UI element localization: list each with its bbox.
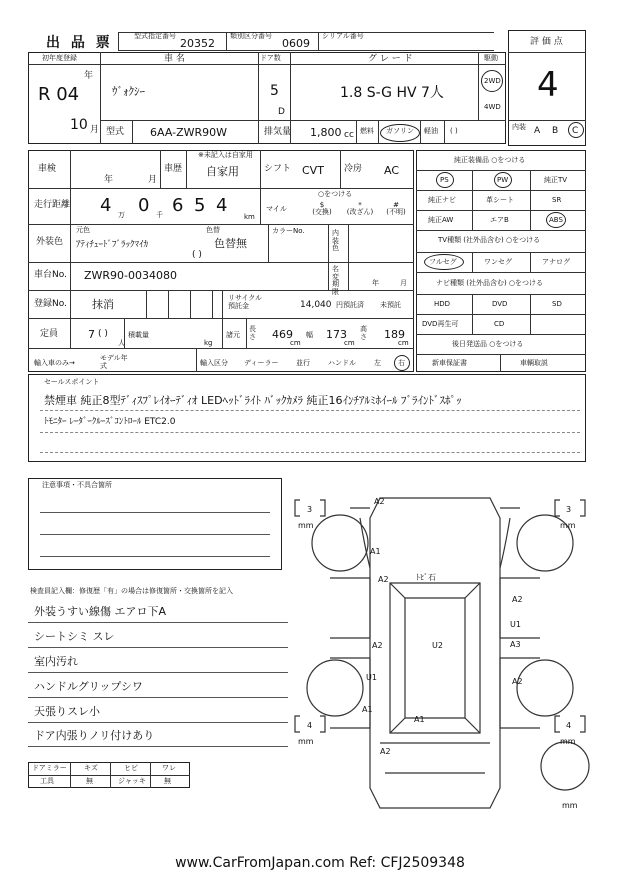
mark-windshield-chip: ﾄﾋﾞ石	[416, 573, 436, 582]
tire-rr-depth: 4	[566, 721, 572, 730]
capacity-unit: 人	[118, 339, 125, 347]
doors-label: ドア数	[260, 54, 281, 62]
evaluation-label: 評 価 点	[530, 37, 563, 47]
width-unit: cm	[344, 339, 355, 347]
equip-navi: 純正ナビ	[428, 196, 456, 204]
tv-fullseg: フルセグ	[429, 258, 457, 266]
use-label: 車歴	[164, 164, 183, 174]
category-value: 0609	[282, 37, 310, 50]
drive-4wd: 4WD	[484, 103, 501, 111]
displacement-label: 排気量	[264, 127, 292, 137]
shaken-year-unit: 年	[104, 175, 114, 185]
handle-right: 右	[398, 359, 405, 367]
mark-right-rear-a2: A2	[512, 677, 523, 686]
capacity-label: 定員	[40, 329, 59, 339]
displacement-unit: cc	[344, 130, 354, 140]
mark-left-door: A2	[372, 641, 383, 650]
color-change-label: 色替	[206, 226, 220, 234]
recycle-unpaid: 未預託	[380, 301, 401, 309]
import-dealer: ディーラー	[244, 359, 279, 367]
table-tools-value: 無	[86, 777, 93, 785]
mileage-man-unit: 万	[118, 211, 125, 219]
equip-sr: SR	[552, 196, 562, 204]
type-value: 6AA-ZWR90W	[150, 126, 228, 139]
navi-cd: CD	[494, 320, 505, 328]
use-value: 自家用	[206, 165, 239, 178]
capacity-paren: ( )	[98, 329, 108, 339]
mark-right-door-u1: U1	[510, 620, 521, 629]
load-unit: kg	[204, 339, 213, 347]
mile-unknown: # (不明)	[386, 201, 406, 216]
length-label: 長さ	[249, 325, 256, 341]
cooler-label: 冷房	[344, 164, 363, 174]
grade-value: 1.8 S-G HV 7人	[340, 85, 444, 101]
tire-fl-unit: mm	[298, 521, 314, 530]
type-label: 型式	[106, 127, 125, 137]
navi-hdd: HDD	[434, 300, 451, 308]
inspection-note-6: ドア内張りノリ付けあり	[34, 729, 155, 742]
interior-grade-c: C	[572, 126, 579, 136]
tire-fl-depth: 3	[307, 505, 313, 514]
shaken-month-unit: 月	[148, 175, 158, 185]
mileage-digit-5: 4	[216, 195, 228, 216]
interior-label: 内装	[512, 123, 526, 131]
mile-circle-note: ○をつける	[318, 190, 353, 198]
recycle-status: 円預託済	[336, 301, 364, 309]
damage-diagram	[290, 488, 590, 818]
tv-header: TV種類 (社外品含む) ○をつける	[438, 236, 541, 244]
equip-tv: 純正TV	[544, 176, 568, 184]
table-header-crack: ヒビ	[124, 764, 138, 772]
mileage-digit-3: 6	[172, 195, 184, 216]
mark-left-rear-u1: U1	[366, 673, 377, 682]
tire-fr-depth: 3	[566, 505, 572, 514]
mile-label: マイル	[266, 205, 287, 213]
shift-label: シフト	[264, 164, 292, 174]
table-header-scratch: キズ	[84, 764, 98, 772]
equip-ps: PS	[440, 176, 449, 184]
mark-front-bumper: A2	[374, 497, 385, 506]
mark-front-fender-left: A1	[370, 547, 381, 556]
model-designation-label: 型式指定番号	[134, 32, 176, 40]
mark-right-front-door: A2	[512, 595, 523, 604]
registration-label: 登録No.	[34, 299, 67, 309]
interior-grade-b: B	[552, 126, 559, 136]
color-orig-label: 元色	[76, 226, 90, 234]
width-value: 173	[326, 328, 347, 341]
load-label: 積載量	[128, 331, 149, 339]
interior-grade-a: A	[534, 126, 541, 136]
name-change-label: 名変期限	[332, 265, 339, 297]
first-reg-label: 初年度登録	[42, 54, 77, 62]
color-code-label: カラーNo.	[272, 227, 305, 235]
footer-watermark: www.CarFromJapan.com Ref: CFJ2509348	[175, 855, 465, 871]
length-value: 469	[272, 328, 293, 341]
first-reg-month: 10	[70, 117, 88, 133]
evaluation-score: 4	[537, 65, 559, 105]
model-year-label: モデル年式	[100, 354, 128, 371]
mark-roof-u2: U2	[432, 641, 443, 650]
mileage-digit-2: 0	[138, 195, 150, 216]
equip-abs: ABS	[549, 216, 563, 224]
later-warranty: 新車保証書	[432, 359, 467, 367]
table-header-break: ワレ	[162, 764, 176, 772]
height-value: 189	[384, 328, 405, 341]
navi-dvd: DVD	[492, 300, 508, 308]
car-name-label: 車 名	[164, 54, 185, 64]
equip-leather: 革シート	[486, 196, 514, 204]
tv-analog: アナログ	[542, 258, 570, 266]
name-change-month: 月	[400, 279, 407, 287]
serial-label: シリアル番号	[322, 32, 364, 40]
name-change-year: 年	[372, 279, 379, 287]
std-equip-header: 純正装備品 ○をつける	[454, 156, 526, 164]
mark-left-quarter-a1: A1	[362, 705, 373, 714]
mile-exchange: $ (交換)	[312, 201, 332, 216]
model-designation-value: 20352	[180, 37, 215, 50]
table-jack-value: 無	[164, 777, 171, 785]
equip-aw: 純正AW	[428, 216, 454, 224]
mileage-digit-4: 5	[194, 195, 206, 216]
year-unit: 年	[84, 71, 94, 81]
doors-value: 5	[270, 83, 279, 99]
mileage-digit-1: 4	[100, 195, 112, 216]
inspection-note-3: 室内汚れ	[34, 655, 78, 668]
tire-fr-unit: mm	[560, 521, 576, 530]
sheet-title: 出 品 票	[46, 35, 113, 51]
inspection-grid	[28, 150, 414, 372]
recycle-value: 14,040	[300, 300, 332, 310]
navi-dvd-play: DVD再生可	[422, 320, 459, 328]
tire-rl-unit: mm	[298, 737, 314, 746]
fuel-label: 燃料	[360, 127, 374, 135]
drive-label: 駆動	[484, 54, 498, 62]
width-label: 幅	[306, 331, 313, 339]
dims-label: 諸元	[226, 331, 240, 339]
shift-value: CVT	[302, 164, 324, 177]
tire-rr-unit: mm	[560, 737, 576, 746]
month-unit: 月	[90, 125, 100, 135]
interior-color-label: 内装色	[332, 229, 339, 253]
use-note: ※未記入は自家用	[198, 151, 253, 159]
inspection-note-5: 天張りスレ小	[34, 705, 100, 718]
diesel-label: 軽油	[424, 127, 438, 135]
chassis-value: ZWR90-0034080	[84, 269, 178, 282]
table-header-mirror: ドアミラー	[32, 764, 67, 772]
inspector-label: 検査員記入欄：修復歴「有」の場合は修復箇所・交換箇所を記入	[30, 587, 233, 595]
chassis-label: 車台No.	[34, 270, 67, 280]
shaken-label: 車検	[38, 164, 57, 174]
import-division-label: 輸入区分	[200, 359, 228, 367]
doors-suffix: D	[278, 107, 285, 117]
drive-2wd: 2WD	[484, 77, 501, 85]
tire-spare-unit: mm	[562, 801, 578, 810]
sales-point-label: セールスポイント	[44, 378, 100, 386]
inspection-note-1: 外装うすい線傷 エアロ下A	[34, 605, 167, 618]
car-name-value: ｳﾞｫｸｼｰ	[112, 85, 145, 98]
notes-label: 注意事項・不具合箇所	[42, 481, 112, 489]
mark-right-door-a3: A3	[510, 640, 521, 649]
cooler-value: AC	[384, 164, 400, 177]
color-orig-value: ｱﾃｨﾁｭｰﾄﾞﾌﾞﾗｯｸﾏｲｶ	[76, 240, 149, 250]
color-label: 外装色	[36, 237, 64, 247]
tire-rl-depth: 4	[307, 721, 313, 730]
navi-sd: SD	[552, 300, 562, 308]
handle-left: 左	[374, 359, 381, 367]
mile-tampered: * (改ざん)	[346, 201, 374, 216]
inspection-note-4: ハンドルグリップシワ	[34, 680, 143, 693]
height-unit: cm	[398, 339, 409, 347]
mark-rear-a1: A1	[414, 715, 425, 724]
category-label: 類別区分番号	[230, 32, 272, 40]
mark-rear-bumper-a2: A2	[380, 747, 391, 756]
navi-header: ナビ種類 (社外品含む) ○をつける	[436, 279, 544, 287]
grade-label: グ レ ー ド	[368, 54, 413, 64]
handle-label: ハンドル	[328, 359, 356, 367]
import-parallel: 並行	[296, 359, 310, 367]
later-header: 後日発送品 ○をつける	[452, 340, 524, 348]
color-change-value: 色替無	[214, 237, 247, 250]
mark-hood-left: A2	[378, 575, 389, 584]
height-label: 高さ	[360, 325, 367, 341]
equip-airbag: エアB	[490, 216, 509, 224]
mileage-km-unit: km	[244, 213, 255, 221]
fuel-value: ガソリン	[386, 127, 414, 135]
equip-pw: PW	[497, 176, 509, 184]
first-reg-era: R 04	[38, 84, 80, 105]
registration-value: 抹消	[92, 298, 114, 311]
recycle-label: リサイクル預託金	[228, 294, 263, 311]
color-paren: ( )	[192, 250, 202, 260]
mileage-label: 走行距離	[34, 200, 71, 210]
sales-point-line1: 禁煙車 純正8型ﾃﾞｨｽﾌﾟﾚｲｵｰﾃﾞｨｵ LEDﾍｯﾄﾞﾗｲﾄ ﾊﾞｯｸｶﾒﾗ 純正16ｲﾝﾁｱﾙﾐﾎｲｰﾙ ﾌﾞﾗｲﾝﾄﾞｽﾎﾟｯ	[44, 394, 462, 407]
table-tools: 工具	[40, 777, 54, 785]
import-only-label: 輸入車のみ→	[34, 359, 75, 367]
inspection-note-2: シートシミ スレ	[34, 630, 115, 643]
sales-point-line2: ﾄﾓﾆﾀｰ ﾚｰﾀﾞｰｸﾙｰｽﾞｺﾝﾄﾛｰﾙ ETC2.0	[44, 417, 176, 427]
capacity-value: 7	[88, 328, 95, 341]
later-manual: 車輌取説	[520, 359, 548, 367]
mileage-sen-unit: 千	[156, 211, 163, 219]
fuel-blank: ( )	[450, 127, 458, 135]
displacement-value: 1,800	[310, 126, 342, 139]
tv-oneseg: ワンセグ	[484, 258, 512, 266]
length-unit: cm	[290, 339, 301, 347]
table-jack: ジャッキ	[118, 777, 146, 785]
